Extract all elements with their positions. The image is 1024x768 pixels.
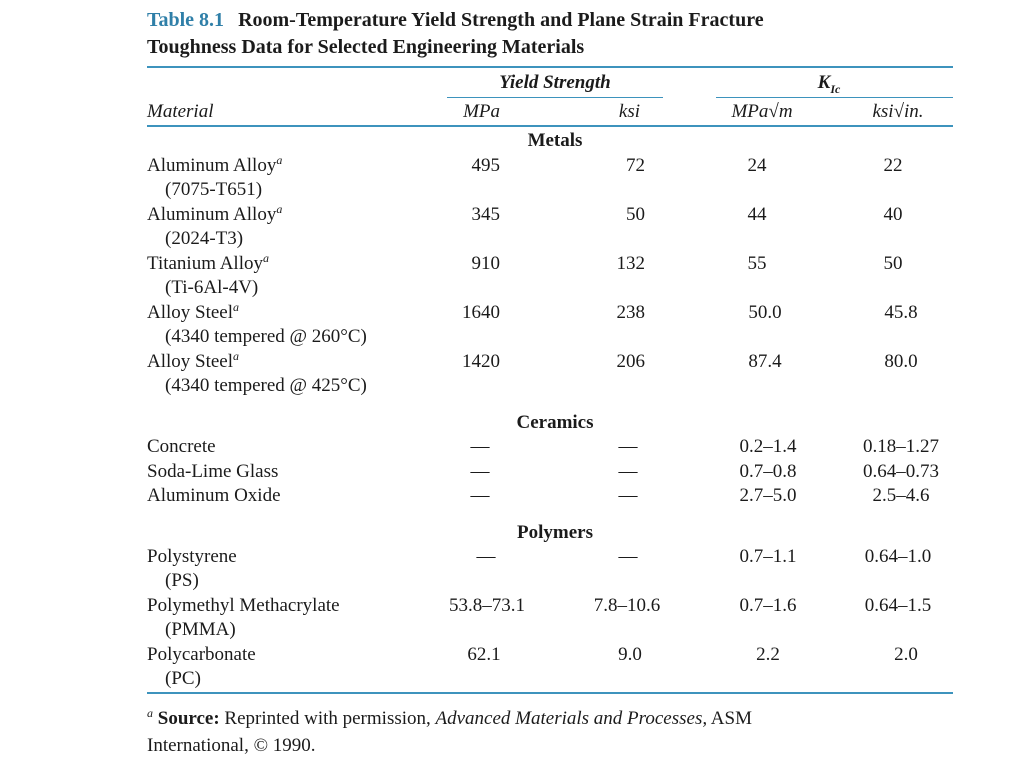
yield-ksi: — (618, 461, 638, 482)
material-name: Aluminum Oxide (147, 485, 281, 506)
kic-ksi-sqrt-in: 0.64–1.5 (864, 595, 932, 616)
footnote-publication: Advanced Materials and Processes, (435, 708, 708, 729)
yield-ksi: 9.0 (618, 644, 642, 665)
kic-subscript: Ic (830, 81, 841, 96)
yield-mpa: 495 (471, 155, 500, 176)
footnote-source-label: Source: (157, 708, 220, 729)
yield-ksi: — (618, 546, 638, 567)
yield-ksi: — (618, 485, 638, 506)
material-designation: (4340 tempered @ 425°C) (165, 375, 367, 396)
section-metals: Metals (527, 130, 583, 151)
kic-mpa-sqrt-m: 24 (747, 155, 767, 176)
caption-title-line2: Toughness Data for Selected Engineering Materials (147, 36, 585, 58)
section-polymers: Polymers (517, 522, 593, 543)
kic-ksi-sqrt-in: 0.64–1.0 (864, 546, 932, 567)
yield-ksi: 50 (626, 204, 645, 225)
bottom-rule (147, 692, 953, 694)
yield-ksi: 72 (626, 155, 645, 176)
top-rule (147, 66, 953, 68)
yield-ksi: 238 (616, 302, 645, 323)
material-name: Polymethyl Methacrylate (147, 595, 340, 616)
kic-mpa-sqrt-m: 44 (747, 204, 767, 225)
kic-ksi-sqrt-in: 22 (883, 155, 903, 176)
footnote-text-2: ASM (707, 708, 752, 729)
caption-title-line1: Room-Temperature Yield Strength and Plane Strain Fracture (238, 9, 764, 31)
kic-mpa-sqrt-m: 2.2 (756, 644, 780, 665)
kic-ksi-sqrt-in: 2.0 (894, 644, 918, 665)
yield-mpa: 62.1 (467, 644, 501, 665)
yield-ksi: 7.8–10.6 (593, 595, 661, 616)
material-name: Alloy Steel$^a$ (147, 300, 240, 323)
kic-mpa-sqrt-m: 55 (747, 253, 767, 274)
yield-mpa: — (470, 485, 490, 506)
kic-ksi-sqrt-in: 80.0 (884, 351, 918, 372)
kic-ksi-sqrt-in: 0.18–1.27 (863, 436, 939, 457)
kic-symbol: K (817, 72, 831, 93)
footnote (147, 706, 752, 759)
kic-mpa-sqrt-m: 0.7–1.6 (739, 595, 797, 616)
kic-group-rule (716, 97, 953, 98)
kic-ksi-sqrt-in: 50 (883, 253, 903, 274)
header-kic-si: MPa√m (731, 101, 793, 122)
yield-ksi: 206 (616, 351, 645, 372)
material-designation: (2024-T3) (165, 228, 244, 249)
footnote-marker: a (147, 706, 153, 720)
kic-mpa-sqrt-m: 0.7–0.8 (739, 461, 797, 482)
yield-group-rule (447, 97, 663, 98)
material-name: Soda-Lime Glass (147, 461, 279, 482)
material-name: Aluminum Alloy$^a$ (147, 202, 283, 225)
yield-mpa: 53.8–73.1 (449, 595, 525, 616)
material-designation: (PS) (165, 570, 199, 591)
header-mpa: MPa (463, 101, 500, 122)
material-name: Titanium Alloy$^a$ (147, 251, 269, 274)
material-designation: (7075-T651) (165, 179, 263, 200)
header-yield-strength: Yield Strength (499, 72, 611, 93)
material-name: Polycarbonate (147, 644, 256, 665)
yield-mpa: — (470, 461, 490, 482)
yield-mpa: 1640 (462, 302, 500, 323)
material-name: Polystyrene (147, 546, 237, 567)
kic-mpa-sqrt-m: 87.4 (748, 351, 782, 372)
material-designation: (4340 tempered @ 260°C) (165, 326, 367, 347)
yield-ksi: — (618, 436, 638, 457)
material-name: Concrete (147, 436, 216, 457)
header-kic-us: ksi√in. (872, 101, 924, 122)
material-name: Alloy Steel$^a$ (147, 349, 240, 372)
kic-mpa-sqrt-m: 2.7–5.0 (739, 485, 797, 506)
material-designation: (PMMA) (165, 619, 236, 640)
kic-mpa-sqrt-m: 0.2–1.4 (739, 436, 797, 457)
yield-mpa: — (470, 436, 490, 457)
yield-mpa: 345 (471, 204, 500, 225)
material-name: Aluminum Alloy$^a$ (147, 153, 283, 176)
material-designation: (Ti-6Al-4V) (165, 277, 259, 298)
kic-mpa-sqrt-m: 50.0 (748, 302, 782, 323)
header-material: Material (147, 101, 214, 122)
table-caption (147, 7, 764, 61)
yield-mpa: — (476, 546, 496, 567)
footnote-text: Reprinted with permission, (219, 708, 436, 729)
header-rule (147, 125, 953, 127)
kic-ksi-sqrt-in: 0.64–0.73 (863, 461, 939, 482)
yield-mpa: 910 (471, 253, 500, 274)
kic-ksi-sqrt-in: 2.5–4.6 (872, 485, 930, 506)
kic-mpa-sqrt-m: 0.7–1.1 (739, 546, 797, 567)
table-number: Table 8.1 (147, 9, 225, 31)
kic-ksi-sqrt-in: 45.8 (884, 302, 918, 323)
yield-ksi: 132 (616, 253, 645, 274)
header-ksi: ksi (618, 101, 640, 122)
section-ceramics: Ceramics (516, 412, 594, 433)
yield-mpa: 1420 (462, 351, 500, 372)
footnote-line2: International, © 1990. (147, 735, 316, 756)
header-kic (818, 72, 841, 100)
material-designation: (PC) (165, 668, 201, 689)
kic-ksi-sqrt-in: 40 (883, 204, 903, 225)
